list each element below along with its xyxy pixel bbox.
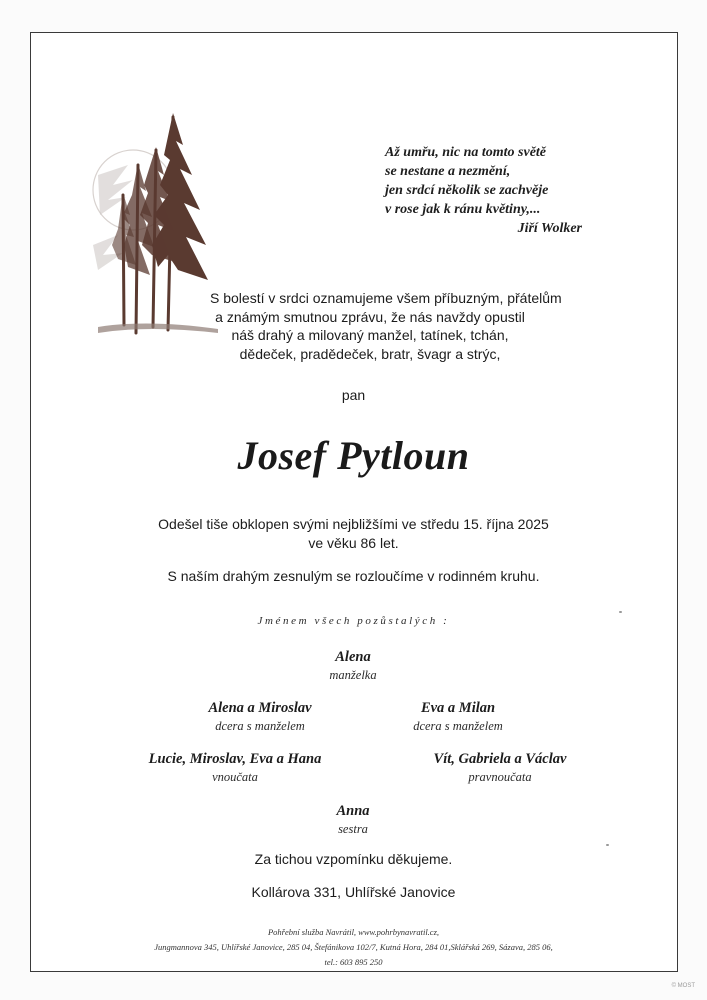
mourner-entry bbox=[110, 750, 360, 786]
announcement-line: náš drahý a milovaný manžel, tatínek, tchán, bbox=[231, 327, 509, 343]
mourner-relation: vnoučata bbox=[212, 770, 258, 784]
footer-line: Jungmannova 345, Uhlířské Janovice, 285 04, Štefánikova 102/7, Kutná Hora, 284 01,Sklářská 269, Sázava, 285 06, bbox=[154, 942, 553, 952]
honorific: pan bbox=[341, 387, 366, 403]
mourner-relation: dcera s manželem bbox=[215, 719, 305, 733]
address-text: Kollárova 331, Uhlířské Janovice bbox=[251, 884, 456, 900]
mourner-name: Alena a Miroslav bbox=[208, 700, 312, 716]
copyright-mark: © MOST bbox=[671, 983, 695, 989]
mourner-entry bbox=[253, 802, 453, 838]
funeral-service-footer bbox=[0, 925, 707, 970]
poem-line: Až umřu, nic na tomto světě bbox=[385, 145, 547, 160]
scan-speck bbox=[619, 611, 622, 613]
announcement-line: dědeček, pradědeček, bratr, švagr a strýc, bbox=[239, 345, 501, 362]
poem-line: se nestane a nezmění, bbox=[385, 164, 511, 179]
death-line: ve věku 86 let. bbox=[308, 535, 399, 551]
announcement-text bbox=[210, 289, 562, 363]
poem-line: jen srdcí několik se zachvěje bbox=[385, 183, 549, 198]
mourner-relation: pravnoučata bbox=[468, 770, 532, 784]
mourner-name: Lucie, Miroslav, Eva a Hana bbox=[148, 751, 322, 767]
scan-speck bbox=[606, 844, 609, 846]
mourner-relation: dcera s manželem bbox=[413, 719, 503, 733]
mourner-relation: manželka bbox=[329, 668, 377, 682]
poem-line: v rose jak k ránu květiny,... bbox=[385, 202, 541, 217]
mourners-heading: Jménem všech pozůstalých : bbox=[257, 615, 450, 627]
deceased-name: Josef Pytloun bbox=[237, 433, 470, 478]
mourner-name: Eva a Milan bbox=[420, 700, 496, 716]
mourner-name: Vít, Gabriela a Václav bbox=[433, 751, 567, 767]
mourner-entry bbox=[358, 699, 558, 735]
poem-author: Jiří Wolker bbox=[517, 221, 582, 236]
mourner-entry bbox=[160, 699, 360, 735]
mourner-entry bbox=[385, 750, 615, 786]
mourner-entry bbox=[253, 648, 453, 684]
death-notice bbox=[0, 515, 707, 553]
farewell-text: S naším drahým zesnulým se rozloučíme v rodinném kruhu. bbox=[167, 568, 540, 584]
poem bbox=[385, 143, 595, 238]
death-line: Odešel tiše obklopen svými nejbližšími ve středu 15. října 2025 bbox=[158, 516, 549, 532]
mourner-relation: sestra bbox=[338, 822, 368, 836]
announcement-line: a známým smutnou zprávu, že nás navždy opustil bbox=[215, 308, 525, 325]
mourner-name: Alena bbox=[335, 649, 371, 665]
footer-line: Pohřební služba Navrátil, www.pohrbynavratil.cz, bbox=[267, 927, 440, 937]
footer-line: tel.: 603 895 250 bbox=[324, 957, 383, 967]
announcement-line: S bolestí v srdci oznamujeme všem příbuzným, přátelům bbox=[210, 290, 562, 306]
thanks-text: Za tichou vzpomínku děkujeme. bbox=[254, 851, 453, 867]
mourner-name: Anna bbox=[336, 803, 370, 819]
